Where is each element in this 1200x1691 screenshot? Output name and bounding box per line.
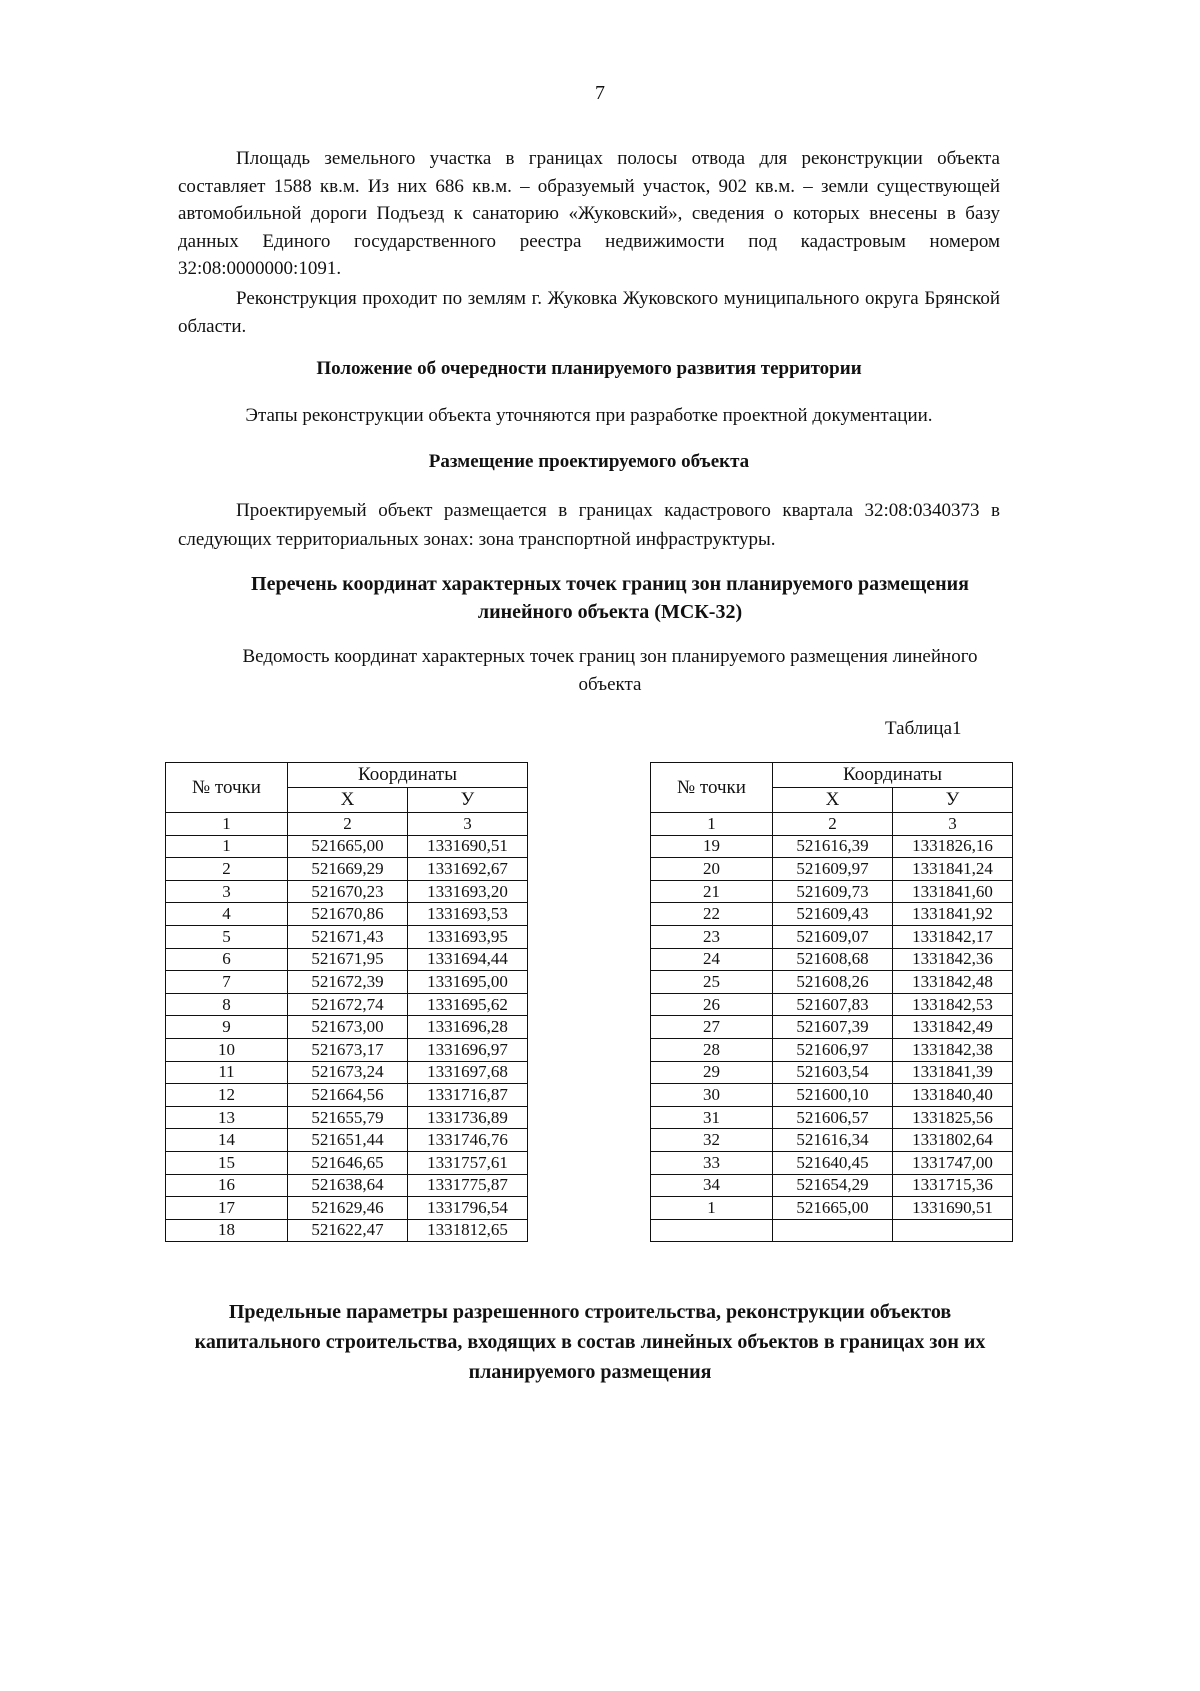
coord-x <box>773 1219 893 1242</box>
coords-table-left <box>165 762 528 1242</box>
coord-x: 521655,79 <box>288 1106 408 1129</box>
header-x: X <box>773 788 893 813</box>
point-number: 17 <box>166 1197 288 1220</box>
coord-x: 521672,39 <box>288 971 408 994</box>
coord-y: 1331692,67 <box>408 858 528 881</box>
table-row <box>651 835 1013 858</box>
point-number: 9 <box>166 1016 288 1039</box>
point-number: 29 <box>651 1061 773 1084</box>
coord-y: 1331757,61 <box>408 1151 528 1174</box>
point-number: 19 <box>651 835 773 858</box>
coord-y <box>893 1219 1013 1242</box>
coord-y: 1331841,60 <box>893 880 1013 903</box>
table-row <box>166 858 528 881</box>
coord-y: 1331842,36 <box>893 948 1013 971</box>
coord-x: 521651,44 <box>288 1129 408 1152</box>
coord-x: 521640,45 <box>773 1151 893 1174</box>
point-number: 32 <box>651 1129 773 1152</box>
coord-x: 521608,68 <box>773 948 893 971</box>
coord-x: 521607,39 <box>773 1016 893 1039</box>
table-row <box>166 1197 528 1220</box>
table-row <box>651 971 1013 994</box>
point-number: 21 <box>651 880 773 903</box>
table-row <box>166 948 528 971</box>
point-number: 13 <box>166 1106 288 1129</box>
point-number: 25 <box>651 971 773 994</box>
coord-y: 1331693,53 <box>408 903 528 926</box>
column-number: 2 <box>773 813 893 836</box>
table-row <box>166 925 528 948</box>
coord-y: 1331746,76 <box>408 1129 528 1152</box>
paragraph-lands: Реконструкция проходит по землям г. Жуковка Жуковского муниципального округа Брянской области. <box>178 288 1000 337</box>
coord-x: 521608,26 <box>773 971 893 994</box>
point-number: 16 <box>166 1174 288 1197</box>
coord-x: 521664,56 <box>288 1084 408 1107</box>
point-number: 27 <box>651 1016 773 1039</box>
coord-y: 1331716,87 <box>408 1084 528 1107</box>
point-number: 8 <box>166 993 288 1016</box>
coord-y: 1331736,89 <box>408 1106 528 1129</box>
table-row <box>651 903 1013 926</box>
table-row <box>651 1174 1013 1197</box>
table-row <box>166 835 528 858</box>
coord-x: 521616,39 <box>773 835 893 858</box>
table-row <box>166 880 528 903</box>
table-row <box>651 1219 1013 1242</box>
point-number: 5 <box>166 925 288 948</box>
coord-y: 1331842,48 <box>893 971 1013 994</box>
coord-y: 1331840,40 <box>893 1084 1013 1107</box>
coord-x: 521671,95 <box>288 948 408 971</box>
coord-x: 521672,74 <box>288 993 408 1016</box>
coord-x: 521606,57 <box>773 1106 893 1129</box>
subheading-coords: Ведомость координат характерных точек границ зон планируемого размещения линейного объекта <box>242 646 978 695</box>
coord-x: 521609,07 <box>773 925 893 948</box>
coord-x: 521629,46 <box>288 1197 408 1220</box>
coord-x: 521665,00 <box>288 835 408 858</box>
column-number: 3 <box>893 813 1013 836</box>
point-number: 18 <box>166 1219 288 1242</box>
table-row <box>166 1016 528 1039</box>
coord-y: 1331695,62 <box>408 993 528 1016</box>
coord-x: 521603,54 <box>773 1061 893 1084</box>
table-row <box>166 1151 528 1174</box>
paragraph-area: Площадь земельного участка в границах полосы отвода для реконструкции объекта составляет 1588 кв.м. Из них 686 кв.м. – образуемый участок, 902 кв.м. – земли существующей автомобильной дороги Подъезд к санаторию «Жуковский», сведения о которых внесены в базу данных Единого государственного реестра недвижимости под кадастровым номером 32:08:0000000:1091. <box>178 148 1000 279</box>
coord-y: 1331841,92 <box>893 903 1013 926</box>
coord-y: 1331841,39 <box>893 1061 1013 1084</box>
text-order: Этапы реконструкции объекта уточняются при разработке проектной документации. <box>245 405 933 426</box>
point-number: 30 <box>651 1084 773 1107</box>
table-row <box>651 1061 1013 1084</box>
coord-y: 1331694,44 <box>408 948 528 971</box>
column-number: 1 <box>651 813 773 836</box>
table-row <box>166 1129 528 1152</box>
header-x: X <box>288 788 408 813</box>
point-number: 22 <box>651 903 773 926</box>
coord-x: 521609,43 <box>773 903 893 926</box>
point-number: 10 <box>166 1038 288 1061</box>
table-row <box>651 1016 1013 1039</box>
table-row <box>651 1084 1013 1107</box>
coord-x: 521665,00 <box>773 1197 893 1220</box>
heading-coords: Перечень координат характерных точек границ зон планируемого размещения линейного объекта (МСК-32) <box>251 573 969 623</box>
table-row <box>651 1129 1013 1152</box>
table-row <box>166 1106 528 1129</box>
point-number: 20 <box>651 858 773 881</box>
table-row <box>166 1038 528 1061</box>
table-row <box>651 1038 1013 1061</box>
table-row <box>651 948 1013 971</box>
point-number: 34 <box>651 1174 773 1197</box>
point-number: 1 <box>166 835 288 858</box>
column-number: 3 <box>408 813 528 836</box>
table-row <box>166 1061 528 1084</box>
coord-y: 1331747,00 <box>893 1151 1013 1174</box>
column-number: 2 <box>288 813 408 836</box>
coord-y: 1331826,16 <box>893 835 1013 858</box>
header-coords: Координаты <box>773 763 1013 788</box>
coord-x: 521606,97 <box>773 1038 893 1061</box>
heading-limits: Предельные параметры разрешенного строительства, реконструкции объектов капитального строительства, входящих в состав линейных объектов в границах зон их планируемого размещения <box>194 1301 986 1383</box>
coord-y: 1331802,64 <box>893 1129 1013 1152</box>
table-row <box>651 858 1013 881</box>
text-placement: Проектируемый объект размещается в границах кадастрового квартала 32:08:0340373 в следующих территориальных зонах: зона транспортной инфраструктуры. <box>178 500 1000 550</box>
point-number: 4 <box>166 903 288 926</box>
coord-x: 521609,97 <box>773 858 893 881</box>
point-number: 33 <box>651 1151 773 1174</box>
coord-y: 1331775,87 <box>408 1174 528 1197</box>
coord-x: 521671,43 <box>288 925 408 948</box>
table-label: Таблица1 <box>885 718 962 739</box>
coord-y: 1331696,97 <box>408 1038 528 1061</box>
coord-x: 521600,10 <box>773 1084 893 1107</box>
coord-x: 521607,83 <box>773 993 893 1016</box>
coord-y: 1331696,28 <box>408 1016 528 1039</box>
coord-y: 1331842,53 <box>893 993 1013 1016</box>
point-number: 2 <box>166 858 288 881</box>
point-number: 24 <box>651 948 773 971</box>
coord-x: 521638,64 <box>288 1174 408 1197</box>
header-point: № точки <box>651 763 773 813</box>
coord-y: 1331695,00 <box>408 971 528 994</box>
header-y: У <box>408 788 528 813</box>
point-number <box>651 1219 773 1242</box>
table-row <box>651 1151 1013 1174</box>
coord-y: 1331841,24 <box>893 858 1013 881</box>
point-number: 6 <box>166 948 288 971</box>
column-number: 1 <box>166 813 288 836</box>
point-number: 12 <box>166 1084 288 1107</box>
table-row <box>651 1197 1013 1220</box>
point-number: 3 <box>166 880 288 903</box>
coord-y: 1331715,36 <box>893 1174 1013 1197</box>
coord-x: 521609,73 <box>773 880 893 903</box>
point-number: 15 <box>166 1151 288 1174</box>
coord-y: 1331842,49 <box>893 1016 1013 1039</box>
table-row <box>651 880 1013 903</box>
table-row <box>166 971 528 994</box>
coord-y: 1331690,51 <box>893 1197 1013 1220</box>
point-number: 14 <box>166 1129 288 1152</box>
coord-x: 521622,47 <box>288 1219 408 1242</box>
point-number: 1 <box>651 1197 773 1220</box>
header-coords: Координаты <box>288 763 528 788</box>
coord-y: 1331697,68 <box>408 1061 528 1084</box>
header-point: № точки <box>166 763 288 813</box>
coord-x: 521670,86 <box>288 903 408 926</box>
coord-x: 521673,17 <box>288 1038 408 1061</box>
coord-x: 521669,29 <box>288 858 408 881</box>
table-row <box>166 1174 528 1197</box>
table-row <box>166 1084 528 1107</box>
coord-x: 521673,24 <box>288 1061 408 1084</box>
point-number: 11 <box>166 1061 288 1084</box>
coord-y: 1331693,95 <box>408 925 528 948</box>
coord-x: 521654,29 <box>773 1174 893 1197</box>
page-number: 7 <box>595 82 605 104</box>
heading-order: Положение об очередности планируемого развития территории <box>316 358 862 379</box>
coord-x: 521646,65 <box>288 1151 408 1174</box>
point-number: 28 <box>651 1038 773 1061</box>
point-number: 23 <box>651 925 773 948</box>
coord-y: 1331825,56 <box>893 1106 1013 1129</box>
coord-y: 1331690,51 <box>408 835 528 858</box>
point-number: 31 <box>651 1106 773 1129</box>
point-number: 26 <box>651 993 773 1016</box>
coord-x: 521670,23 <box>288 880 408 903</box>
heading-placement: Размещение проектируемого объекта <box>428 451 750 472</box>
table-row <box>166 903 528 926</box>
point-number: 7 <box>166 971 288 994</box>
coord-x: 521616,34 <box>773 1129 893 1152</box>
table-row <box>651 993 1013 1016</box>
coord-y: 1331796,54 <box>408 1197 528 1220</box>
table-row <box>651 1106 1013 1129</box>
coord-x: 521673,00 <box>288 1016 408 1039</box>
coord-y: 1331842,17 <box>893 925 1013 948</box>
header-y: У <box>893 788 1013 813</box>
table-row <box>166 1219 528 1242</box>
table-row <box>166 993 528 1016</box>
table-row <box>651 925 1013 948</box>
coord-y: 1331693,20 <box>408 880 528 903</box>
coords-table-right <box>650 762 1013 1242</box>
coord-y: 1331842,38 <box>893 1038 1013 1061</box>
coord-y: 1331812,65 <box>408 1219 528 1242</box>
